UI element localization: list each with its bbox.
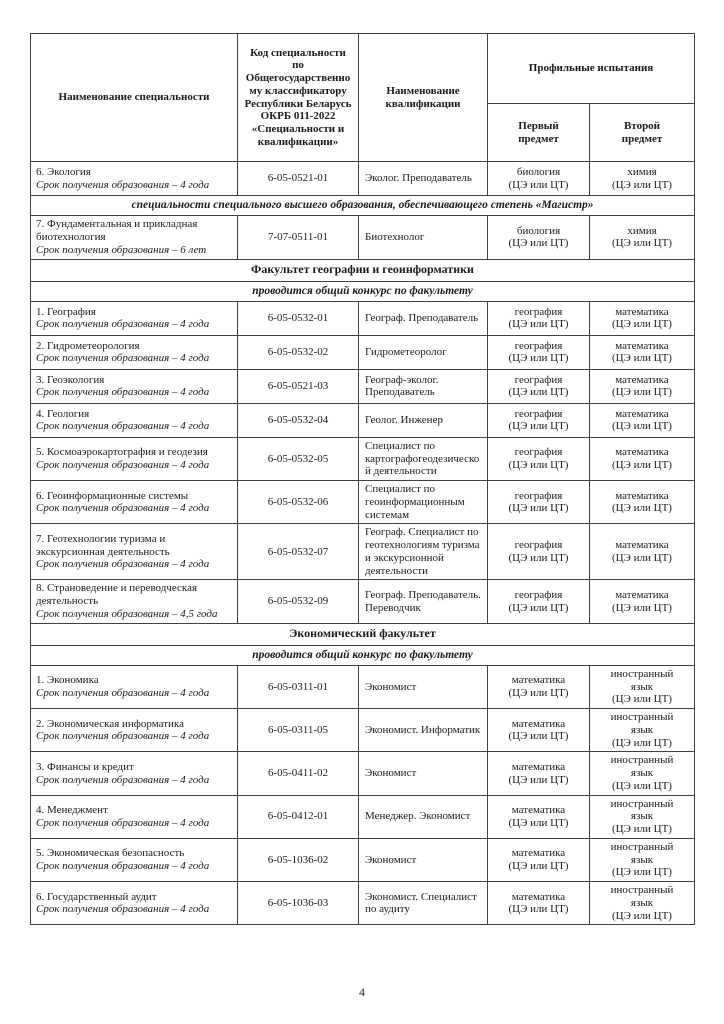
specialty-cell: [31, 580, 238, 623]
specialty-code: 6-05-0532-02: [238, 335, 359, 369]
col-header-qualification: Наименование квалификации: [359, 34, 488, 162]
qualification: Экономист: [359, 838, 488, 881]
admissions-table: [30, 33, 695, 925]
second-subject-cell: [590, 301, 695, 335]
second-subject-note: (ЦЭ или ЦТ): [612, 909, 672, 922]
qualification: Экономист. Информатик: [359, 709, 488, 752]
qualification: Экономист: [359, 665, 488, 708]
first-subject-cell: [488, 301, 590, 335]
first-subject: биология: [516, 224, 561, 237]
study-term: Срок получения образования – 4 года: [36, 773, 210, 786]
qualification: Экономист. Специалист по аудиту: [359, 882, 488, 925]
specialty-cell: [31, 481, 238, 524]
specialty-cell: [31, 752, 238, 795]
first-subject: география: [514, 373, 563, 386]
second-subject-note: (ЦЭ или ЦТ): [612, 420, 672, 433]
study-term: Срок получения образования – 4 года: [36, 420, 210, 433]
first-subject-cell: [488, 437, 590, 480]
specialty-name: 2. Гидрометеорология: [36, 339, 140, 352]
second-subject-cell: [590, 752, 695, 795]
second-subject: математика: [615, 407, 669, 420]
second-subject: математика: [615, 489, 669, 502]
qualification: Геолог. Инженер: [359, 403, 488, 437]
second-subject: математика: [615, 588, 669, 601]
first-subject-note: (ЦЭ или ЦТ): [508, 352, 569, 365]
first-subject-cell: [488, 665, 590, 708]
second-subject: математика: [615, 305, 669, 318]
first-subject-cell: [488, 162, 590, 196]
first-subject-cell: [488, 709, 590, 752]
table-row: [31, 335, 695, 369]
second-subject-note: (ЦЭ или ЦТ): [612, 237, 672, 250]
specialty-name: 1. География: [36, 305, 96, 318]
specialty-cell: [31, 216, 238, 259]
second-subject: математика: [615, 339, 669, 352]
specialty-name: 5. Космоаэрокартография и геодезия: [36, 446, 208, 459]
specialty-cell: [31, 437, 238, 480]
first-subject-note: (ЦЭ или ЦТ): [508, 318, 569, 331]
first-subject-note: (ЦЭ или ЦТ): [508, 386, 569, 399]
second-subject-note: (ЦЭ или ЦТ): [612, 386, 672, 399]
specialty-code: 6-05-0521-03: [238, 369, 359, 403]
study-term: Срок получения образования – 4,5 года: [36, 607, 218, 620]
section-label: проводится общий конкурс по факультету: [31, 281, 695, 301]
section-label: Экономический факультет: [31, 623, 695, 645]
second-subject: иностранный язык: [610, 667, 674, 693]
first-subject: математика: [511, 847, 566, 860]
section-row: [31, 645, 695, 665]
second-subject-note: (ЦЭ или ЦТ): [612, 601, 672, 614]
first-subject: математика: [511, 717, 566, 730]
first-subject: география: [514, 588, 563, 601]
first-subject: биология: [516, 165, 561, 178]
specialty-cell: [31, 795, 238, 838]
first-subject-note: (ЦЭ или ЦТ): [508, 773, 569, 786]
first-subject-cell: [488, 403, 590, 437]
first-subject-cell: [488, 481, 590, 524]
first-subject-cell: [488, 580, 590, 623]
table-row: [31, 403, 695, 437]
qualification: Географ. Специалист по геотехнологиям туризма и экскурсионной деятельности: [359, 524, 488, 580]
second-subject-cell: [590, 335, 695, 369]
second-subject-note: (ЦЭ или ЦТ): [612, 352, 672, 365]
second-subject: иностранный язык: [610, 840, 674, 866]
study-term: Срок получения образования – 4 года: [36, 318, 210, 331]
second-subject-note: (ЦЭ или ЦТ): [612, 178, 672, 191]
second-subject: иностранный язык: [610, 797, 674, 823]
specialty-cell: [31, 403, 238, 437]
specialty-cell: [31, 709, 238, 752]
first-subject: география: [514, 339, 563, 352]
first-subject: география: [514, 489, 563, 502]
qualification: Географ-эколог. Преподаватель: [359, 369, 488, 403]
table-row: [31, 709, 695, 752]
specialty-code: 6-05-0411-02: [238, 752, 359, 795]
study-term: Срок получения образования – 4 года: [36, 687, 210, 700]
qualification: Эколог. Преподаватель: [359, 162, 488, 196]
table-row: [31, 301, 695, 335]
second-subject: иностранный язык: [610, 754, 674, 780]
specialty-code: 6-05-0532-04: [238, 403, 359, 437]
table-row: [31, 580, 695, 623]
first-subject-cell: [488, 838, 590, 881]
first-subject-cell: [488, 335, 590, 369]
first-subject-note: (ЦЭ или ЦТ): [508, 687, 569, 700]
section-row: [31, 623, 695, 645]
specialty-name: 5. Экономическая безопасность: [36, 847, 185, 860]
specialty-code: 6-05-0412-01: [238, 795, 359, 838]
table-row: [31, 437, 695, 480]
study-term: Срок получения образования – 4 года: [36, 730, 210, 743]
study-term: Срок получения образования – 4 года: [36, 558, 210, 571]
specialty-cell: [31, 369, 238, 403]
first-subject-cell: [488, 882, 590, 925]
study-term: Срок получения образования – 4 года: [36, 352, 210, 365]
study-term: Срок получения образования – 4 года: [36, 502, 210, 515]
second-subject-cell: [590, 437, 695, 480]
specialty-code: 6-05-0532-05: [238, 437, 359, 480]
table-row: [31, 216, 695, 259]
qualification: Специалист по геоинформационным системам: [359, 481, 488, 524]
specialty-cell: [31, 162, 238, 196]
second-subject-note: (ЦЭ или ЦТ): [612, 551, 672, 564]
table-row: [31, 665, 695, 708]
second-subject-cell: [590, 216, 695, 259]
first-subject-note: (ЦЭ или ЦТ): [508, 816, 569, 829]
second-subject: химия: [627, 224, 657, 237]
qualification: Специалист по картографогеодезической деятельности: [359, 437, 488, 480]
table-row: [31, 162, 695, 196]
second-subject-cell: [590, 481, 695, 524]
col-header-profile-exams: Профильные испытания: [488, 34, 695, 104]
second-subject-note: (ЦЭ или ЦТ): [612, 736, 672, 749]
specialty-name: 3. Финансы и кредит: [36, 760, 134, 773]
table-row: [31, 524, 695, 580]
specialty-name: 6. Геоинформационные системы: [36, 489, 189, 502]
specialty-name: 6. Экология: [36, 165, 91, 178]
second-subject-note: (ЦЭ или ЦТ): [612, 318, 672, 331]
second-subject: иностранный язык: [610, 711, 674, 736]
first-subject-note: (ЦЭ или ЦТ): [508, 730, 569, 743]
table-row: [31, 795, 695, 838]
second-subject: математика: [615, 446, 669, 459]
first-subject: география: [514, 446, 563, 459]
specialty-cell: [31, 665, 238, 708]
table-row: [31, 752, 695, 795]
specialty-code: 6-05-1036-03: [238, 882, 359, 925]
second-subject-note: (ЦЭ или ЦТ): [612, 823, 672, 836]
table-header: [31, 34, 695, 162]
study-term: Срок получения образования – 4 года: [36, 178, 210, 191]
section-label: Факультет географии и геоинформатики: [31, 259, 695, 281]
section-row: [31, 196, 695, 216]
table-row: [31, 481, 695, 524]
specialty-code: 6-05-0311-05: [238, 709, 359, 752]
study-term: Срок получения образования – 6 лет: [36, 243, 207, 256]
section-label: проводится общий конкурс по факультету: [31, 645, 695, 665]
first-subject-note: (ЦЭ или ЦТ): [508, 903, 569, 916]
first-subject: география: [514, 305, 563, 318]
first-subject-note: (ЦЭ или ЦТ): [508, 551, 569, 564]
col-header-first-subject: Первый предмет: [488, 104, 590, 162]
specialty-cell: [31, 882, 238, 925]
section-row: [31, 281, 695, 301]
first-subject-cell: [488, 369, 590, 403]
specialty-name: 2. Экономическая информатика: [36, 717, 184, 730]
first-subject-cell: [488, 216, 590, 259]
first-subject-cell: [488, 795, 590, 838]
specialty-cell: [31, 301, 238, 335]
specialty-code: 6-05-0521-01: [238, 162, 359, 196]
second-subject-note: (ЦЭ или ЦТ): [612, 502, 672, 515]
specialty-code: 7-07-0511-01: [238, 216, 359, 259]
first-subject-note: (ЦЭ или ЦТ): [508, 502, 569, 515]
second-subject-cell: [590, 580, 695, 623]
first-subject: география: [514, 407, 563, 420]
second-subject-cell: [590, 369, 695, 403]
first-subject-cell: [488, 524, 590, 580]
second-subject-cell: [590, 838, 695, 881]
specialty-name: 7. Геотехнологии туризма и экскурсионная деятельность: [36, 532, 170, 558]
study-term: Срок получения образования – 4 года: [36, 386, 210, 399]
first-subject-cell: [488, 752, 590, 795]
qualification: Географ. Преподаватель. Переводчик: [359, 580, 488, 623]
second-subject: математика: [615, 373, 669, 386]
second-subject: математика: [615, 539, 669, 552]
specialty-name: 4. Геология: [36, 407, 90, 420]
specialty-name: 6. Государственный аудит: [36, 890, 157, 903]
specialty-name: 1. Экономика: [36, 674, 99, 687]
specialty-code: 6-05-0532-09: [238, 580, 359, 623]
second-subject-note: (ЦЭ или ЦТ): [612, 693, 672, 706]
second-subject-cell: [590, 709, 695, 752]
specialty-name: 4. Менеджмент: [36, 804, 108, 817]
table-body: [31, 162, 695, 925]
first-subject-note: (ЦЭ или ЦТ): [508, 420, 569, 433]
specialty-code: 6-05-1036-02: [238, 838, 359, 881]
second-subject: химия: [627, 165, 657, 178]
second-subject-note: (ЦЭ или ЦТ): [612, 459, 672, 472]
first-subject: математика: [511, 890, 566, 903]
specialty-cell: [31, 838, 238, 881]
study-term: Срок получения образования – 4 года: [36, 903, 210, 916]
qualification: Менеджер. Экономист: [359, 795, 488, 838]
second-subject-cell: [590, 665, 695, 708]
col-header-specialty: Наименование специальности: [31, 34, 238, 162]
second-subject: иностранный язык: [610, 884, 674, 909]
first-subject: математика: [511, 674, 566, 687]
second-subject-cell: [590, 403, 695, 437]
specialty-code: 6-05-0311-01: [238, 665, 359, 708]
second-subject-note: (ЦЭ или ЦТ): [612, 866, 672, 879]
first-subject: математика: [511, 804, 566, 817]
specialty-code: 6-05-0532-07: [238, 524, 359, 580]
specialty-code: 6-05-0532-01: [238, 301, 359, 335]
first-subject: математика: [511, 760, 566, 773]
specialty-name: 8. Страноведение и переводческая деятельность: [36, 582, 198, 608]
col-header-second-subject: Второй предмет: [590, 104, 695, 162]
qualification: Биотехнолог: [359, 216, 488, 259]
table-row: [31, 882, 695, 925]
qualification: Гидрометеоролог: [359, 335, 488, 369]
header-row-1: [31, 34, 695, 104]
study-term: Срок получения образования – 4 года: [36, 459, 210, 472]
page-number: 4: [359, 985, 365, 999]
first-subject-note: (ЦЭ или ЦТ): [508, 860, 569, 873]
first-subject-note: (ЦЭ или ЦТ): [508, 459, 569, 472]
qualification: Экономист: [359, 752, 488, 795]
section-row: [31, 259, 695, 281]
second-subject-cell: [590, 524, 695, 580]
col-header-code: Код специальности по Общегосударственному классификатору Республики Беларусь ОКРБ 011-2022 «Специальности и квалификации»: [238, 34, 359, 162]
first-subject: география: [514, 539, 563, 552]
specialty-code: 6-05-0532-06: [238, 481, 359, 524]
first-subject-note: (ЦЭ или ЦТ): [508, 601, 569, 614]
second-subject-note: (ЦЭ или ЦТ): [612, 779, 672, 792]
specialty-name: 7. Фундаментальная и прикладная биотехнология: [36, 218, 198, 244]
study-term: Срок получения образования – 4 года: [36, 816, 210, 829]
section-label: специальности специального высшего образования, обеспечивающего степень «Магистр»: [31, 196, 695, 216]
second-subject-cell: [590, 882, 695, 925]
specialty-cell: [31, 335, 238, 369]
first-subject-note: (ЦЭ или ЦТ): [508, 237, 569, 250]
study-term: Срок получения образования – 4 года: [36, 860, 210, 873]
second-subject-cell: [590, 162, 695, 196]
specialty-name: 3. Геоэкология: [36, 373, 105, 386]
specialty-cell: [31, 524, 238, 580]
second-subject-cell: [590, 795, 695, 838]
qualification: Географ. Преподаватель: [359, 301, 488, 335]
table-row: [31, 369, 695, 403]
first-subject-note: (ЦЭ или ЦТ): [508, 178, 569, 191]
table-row: [31, 838, 695, 881]
